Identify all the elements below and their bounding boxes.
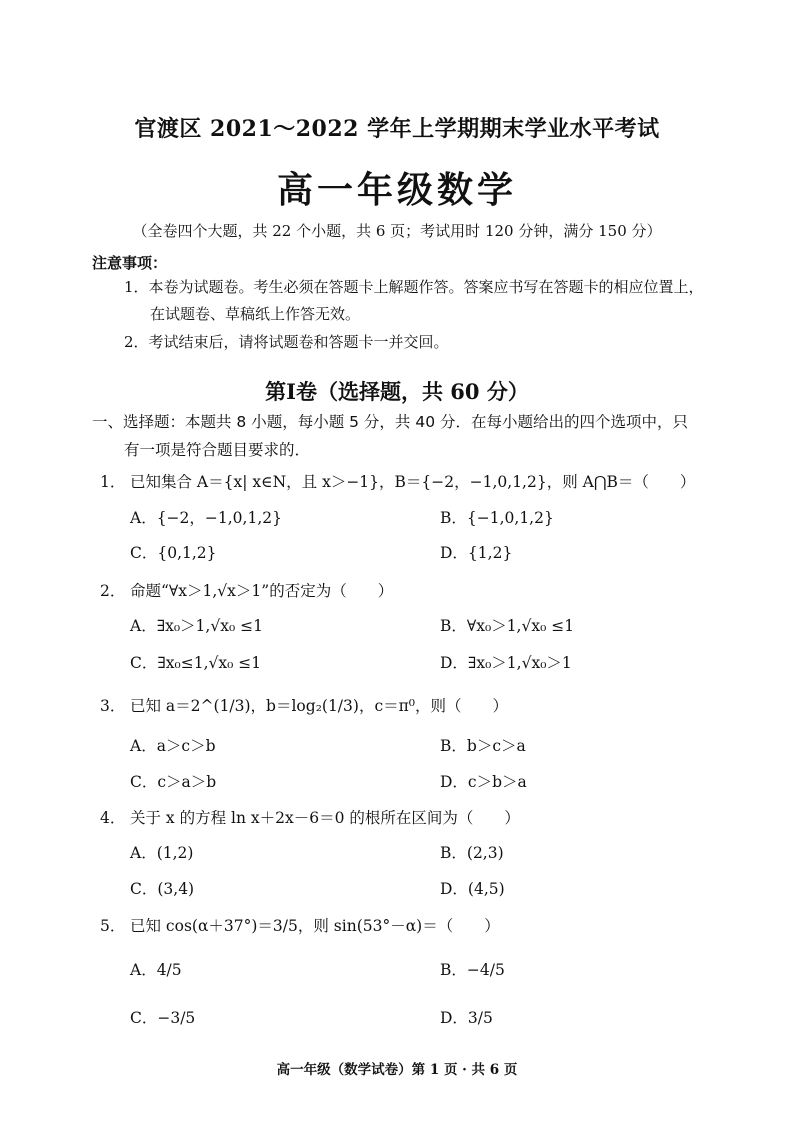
option-d: D．(4,5): [440, 880, 505, 898]
option-c: C．c＞a＞b: [130, 773, 217, 791]
question-stem: 命题“∀x＞1,√x＞1”的否定为（ ）: [130, 582, 394, 600]
option-a: A．∃x₀＞1,√x₀ ≤1: [130, 617, 263, 635]
question-stem: 已知 cos(α＋37°)＝3/5，则 sin(53°－α)＝（ ）: [130, 917, 500, 935]
option-b: B．b＞c＞a: [440, 737, 526, 755]
option-b: B．−4/5: [440, 961, 505, 979]
question-number: 3．: [100, 697, 126, 715]
question-number: 1．: [100, 473, 126, 491]
part-intro: 一、选择题：本题共 8 小题，每小题 5 分，共 40 分．在每小题给出的四个选项中，只: [92, 413, 689, 431]
exam-title: 官渡区 2021～2022 学年上学期期末学业水平考试: [134, 116, 660, 142]
option-c: C．{0,1,2}: [130, 544, 217, 562]
option-d: D．c＞b＞a: [440, 773, 527, 791]
notice-item-1-continued: 在试题卷、草稿纸上作答无效。: [150, 305, 361, 323]
notice-item-1: 1．本卷为试题卷。考生必须在答题卡上解题作答。答案应书写在答题卡的相应位置上，: [124, 278, 704, 296]
subject-title: 高一年级数学: [276, 169, 517, 211]
question-stem: 关于 x 的方程 ln x＋2x－6＝0 的根所在区间为（ ）: [130, 809, 520, 827]
notice-item-2: 2．考试结束后，请将试题卷和答题卡一并交回。: [124, 333, 449, 351]
option-d: D．3/5: [440, 1009, 493, 1027]
question-stem: 已知集合 A＝{x| x∈N，且 x＞−1}，B＝{−2，−1,0,1,2}，则 A⋂B＝（ ）: [130, 473, 696, 491]
question-number: 5．: [100, 917, 126, 935]
option-b: B．{−1,0,1,2}: [440, 509, 554, 527]
option-a: A．4/5: [130, 961, 182, 979]
paper-info: （全卷四个大题，共 22 个小题，共 6 页；考试用时 120 分钟，满分 150 分）: [132, 222, 662, 240]
question-number: 4．: [100, 809, 126, 827]
option-d: D．{1,2}: [440, 544, 513, 562]
option-a: A．{−2，−1,0,1,2}: [130, 509, 282, 527]
section-title: 第Ⅰ卷（选择题，共 60 分）: [265, 379, 529, 404]
option-d: D．∃x₀＞1,√x₀＞1: [440, 654, 572, 672]
option-b: B．(2,3): [440, 844, 504, 862]
option-b: B．∀x₀＞1,√x₀ ≤1: [440, 617, 575, 635]
question-number: 2．: [100, 582, 126, 600]
option-c: C．−3/5: [130, 1009, 196, 1027]
option-a: A．(1,2): [130, 844, 194, 862]
option-a: A．a＞c＞b: [130, 737, 216, 755]
part-intro-continued: 有一项是符合题目要求的．: [124, 441, 311, 459]
option-c: C．∃x₀≤1,√x₀ ≤1: [130, 654, 262, 672]
option-c: C．(3,4): [130, 880, 195, 898]
page-footer: 高一年级（数学试卷）第 1 页 · 共 6 页: [276, 1062, 518, 1078]
question-stem: 已知 a＝2^(1/3)，b＝log₂(1/3)，c＝π⁰，则（ ）: [130, 697, 509, 715]
notice-heading: 注意事项：: [92, 254, 168, 272]
